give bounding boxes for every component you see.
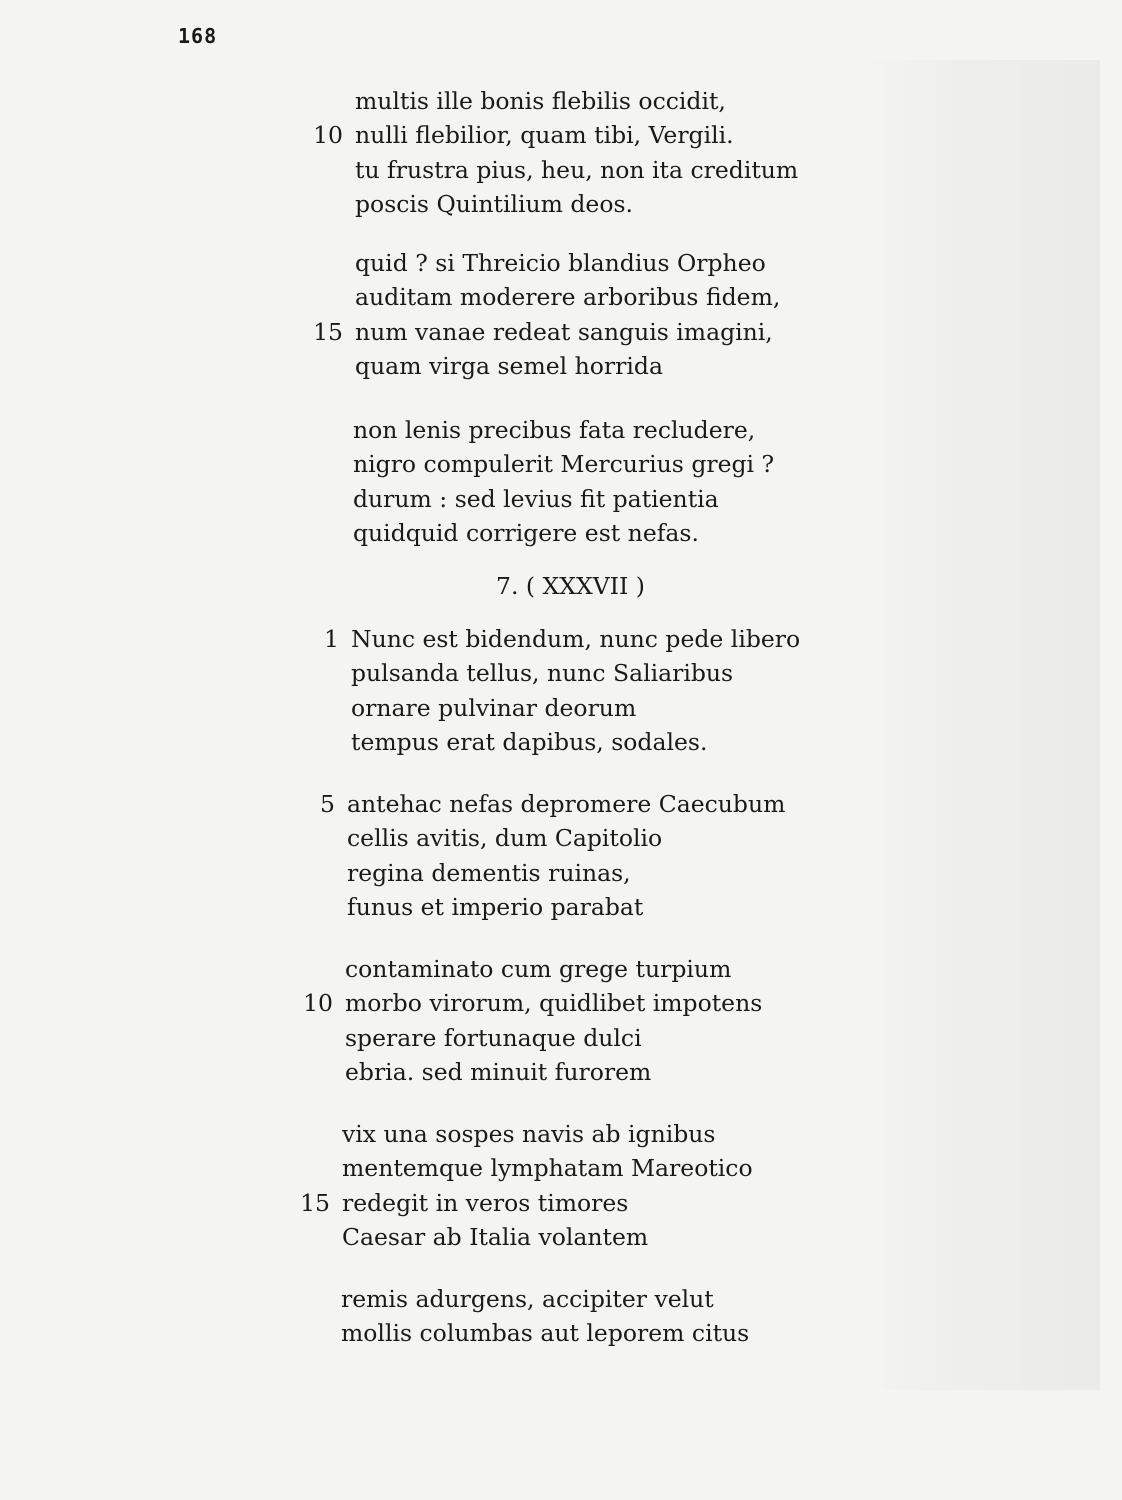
verse-text: quid ? si Threicio blandius Orpheo [355,249,766,277]
verse-line [355,84,798,118]
line-number: 15 [300,1188,330,1217]
verse-text: antehac nefas depromere Caecubum [347,790,786,818]
verse-text: nulli flebilior, quam tibi, Vergili. [355,121,734,150]
stanza [324,622,801,759]
verse-text: morbo virorum, quidlibet impotens [345,989,763,1018]
line-number: 5 [320,790,335,818]
verse-line [355,187,798,221]
verse-line [355,153,798,187]
verse-line [355,349,780,383]
verse-line [353,516,774,550]
verse-text: non lenis precibus fata recludere, [353,416,756,444]
verse-text: durum : sed levius fit patientia [353,484,719,513]
verse-line [342,1117,753,1151]
verse-line [351,691,800,725]
verse-line [347,856,785,890]
verse-line [355,246,780,280]
verse-text: ornare pulvinar deorum [351,693,637,722]
verse-text: ebria. sed minuit furorem [345,1057,652,1086]
verse-line [351,656,800,690]
verse-text: redegit in veros timores [342,1188,629,1217]
verse-line [341,1316,749,1350]
verse-text: contaminato cum grege turpium [345,955,732,983]
verse-text: sperare fortunaque dulci [345,1023,642,1052]
verse-text: multis ille bonis flebilis occidit, [355,87,726,115]
verse-text: vix una sospes navis ab ignibus [342,1120,716,1148]
verse-line [324,622,801,656]
stanza [300,1117,753,1254]
verse-text: regina dementis ruinas, [347,858,631,887]
line-number: 1 [324,625,339,653]
verse-text: mollis columbas aut leporem citus [341,1319,750,1348]
stanza [320,787,786,924]
verse-line [300,1186,753,1220]
verse-text: cellis avitis, dum Capitolio [347,824,663,853]
bleed-through-shadow [860,60,1100,1390]
verse-text: mentemque lymphatam Mareotico [342,1154,753,1183]
verse-line [345,1055,762,1089]
page-number: 168 [178,24,218,48]
verse-line [303,986,763,1020]
verse-text: tu frustra pius, heu, non ita creditum [355,155,799,184]
verse-text: tempus erat dapibus, sodales. [351,727,708,756]
verse-line [345,1021,762,1055]
stanza [303,952,763,1089]
verse-line [347,890,785,924]
stanza [313,84,799,221]
verse-line [341,1282,749,1316]
verse-text: num vanae redeat sanguis imagini, [355,317,773,346]
verse-line [351,725,800,759]
section-heading: 7. ( XXXVII ) [496,572,645,600]
verse-text: remis adurgens, accipiter velut [341,1285,714,1313]
verse-line [355,280,780,314]
verse-text: auditam moderere arboribus fidem, [355,283,781,312]
verse-line [342,1151,753,1185]
verse-text: poscis Quintilium deos. [355,189,634,218]
verse-line [320,787,786,821]
verse-text: nigro compulerit Mercurius gregi ? [353,450,775,479]
verse-line [347,821,785,855]
verse-line [342,1220,753,1254]
verse-line [313,118,798,152]
line-number: 10 [303,989,333,1018]
verse-text: pulsanda tellus, nunc Saliaribus [351,659,734,688]
verse-line [353,413,774,447]
verse-text: quidquid corrigere est nefas. [353,518,699,547]
verse-text: Nunc est bidendum, nunc pede libero [351,625,801,653]
stanza [353,413,774,550]
verse-line [353,482,774,516]
verse-line [353,447,774,481]
stanza [313,246,781,383]
line-number: 15 [313,317,343,346]
stanza [341,1282,749,1351]
verse-text: quam virga semel horrida [355,351,663,380]
verse-text: funus et imperio parabat [347,892,644,921]
line-number: 10 [313,121,343,150]
verse-line [313,315,780,349]
verse-text: Caesar ab Italia volantem [342,1222,649,1251]
verse-line [345,952,762,986]
